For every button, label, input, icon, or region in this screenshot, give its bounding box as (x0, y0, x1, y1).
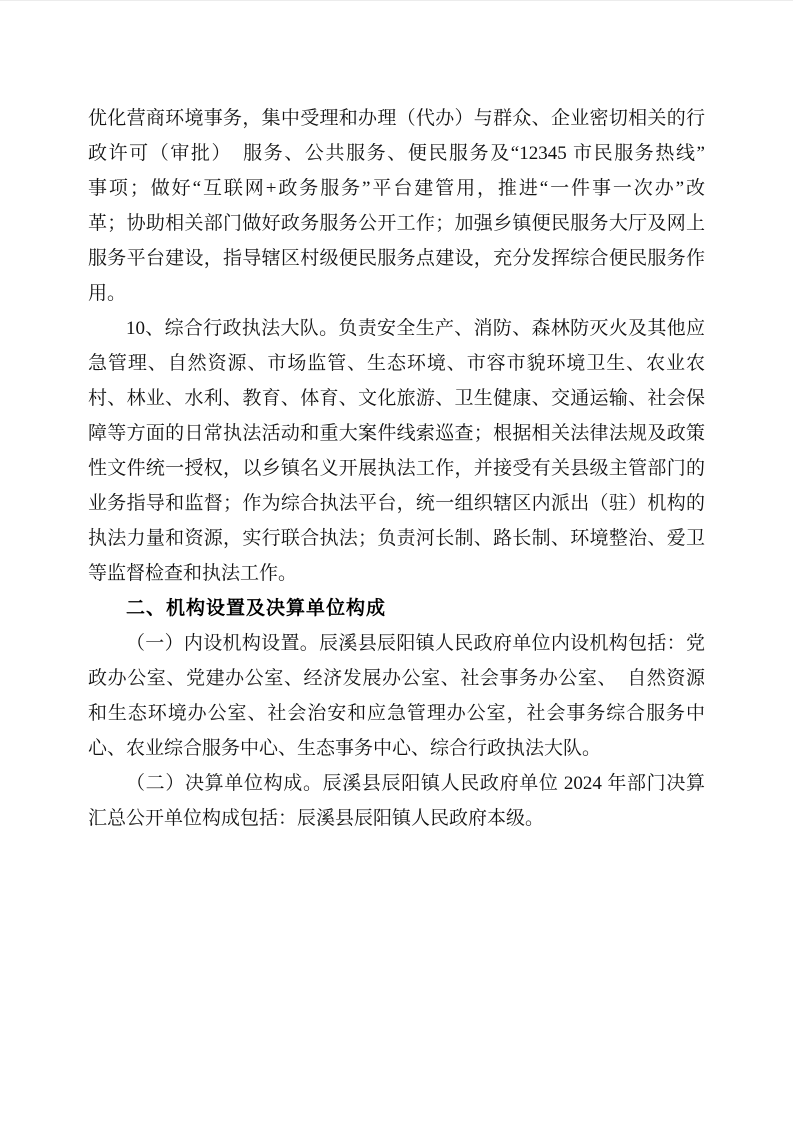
text-line: 政办公室、党建办公室、经济发展办公室、社会事务办公室、 自然资源 (88, 668, 705, 689)
text-line: 和生态环境办公室、社会治安和应急管理办公室，社会事务综合服务中 (88, 703, 705, 724)
text-line: 事项；做好“互联网+政务服务”平台建管用，推进“一件事一次办”改 (88, 178, 705, 199)
text-line: 急管理、自然资源、市场监管、生态环境、市容市貌环境卫生、农业农 (88, 353, 705, 374)
text-line: 性文件统一授权，以乡镇名义开展执法工作，并接受有关县级主管部门的 (88, 458, 705, 479)
document-content (0, 1, 793, 836)
text-line: 10、综合行政执法大队。负责安全生产、消防、森林防灭火及其他应 (126, 318, 705, 339)
para-1-internal-org-setup (88, 626, 705, 766)
heading-section-2-org-setup (88, 591, 705, 626)
text-line: 革；协助相关部门做好政务服务公开工作；加强乡镇便民服务大厅及网上 (88, 213, 705, 234)
section-heading-line: 二、机构设置及决算单位构成 (126, 598, 387, 619)
text-line: 优化营商环境事务，集中受理和办理（代办）与群众、企业密切相关的行 (88, 108, 705, 129)
text-line: 等监督检查和执法工作。 (88, 563, 298, 584)
text-line: 心、农业综合服务中心、生态事务中心、综合行政执法大队。 (88, 738, 602, 759)
para-2-budget-unit-composition (88, 766, 705, 836)
para-gov-service-duties-continued (88, 101, 705, 311)
text-line: （一）内设机构设置。辰溪县辰阳镇人民政府单位内设机构包括：党 (126, 633, 705, 654)
text-line: 业务指导和监督；作为综合执法平台，统一组织辖区内派出（驻）机构的 (88, 493, 705, 514)
para-item-10-law-enforcement-brigade (88, 311, 705, 591)
text-line: 村、林业、水利、教育、体育、文化旅游、卫生健康、交通运输、社会保 (88, 388, 705, 409)
paragraph-container (88, 101, 705, 836)
text-line: 障等方面的日常执法活动和重大案件线索巡查；根据相关法律法规及政策 (88, 423, 705, 444)
text-line: 政许可（审批） 服务、公共服务、便民服务及“12345 市民服务热线” (88, 143, 705, 164)
text-line: （二）决算单位构成。辰溪县辰阳镇人民政府单位 2024 年部门决算 (126, 773, 705, 794)
text-line: 用。 (88, 283, 127, 304)
text-line: 服务平台建设，指导辖区村级便民服务点建设，充分发挥综合便民服务作 (88, 248, 705, 269)
text-line: 执法力量和资源，实行联合执法；负责河长制、路长制、环境整治、爱卫 (88, 528, 705, 549)
text-line: 汇总公开单位构成包括：辰溪县辰阳镇人民政府本级。 (88, 808, 545, 829)
